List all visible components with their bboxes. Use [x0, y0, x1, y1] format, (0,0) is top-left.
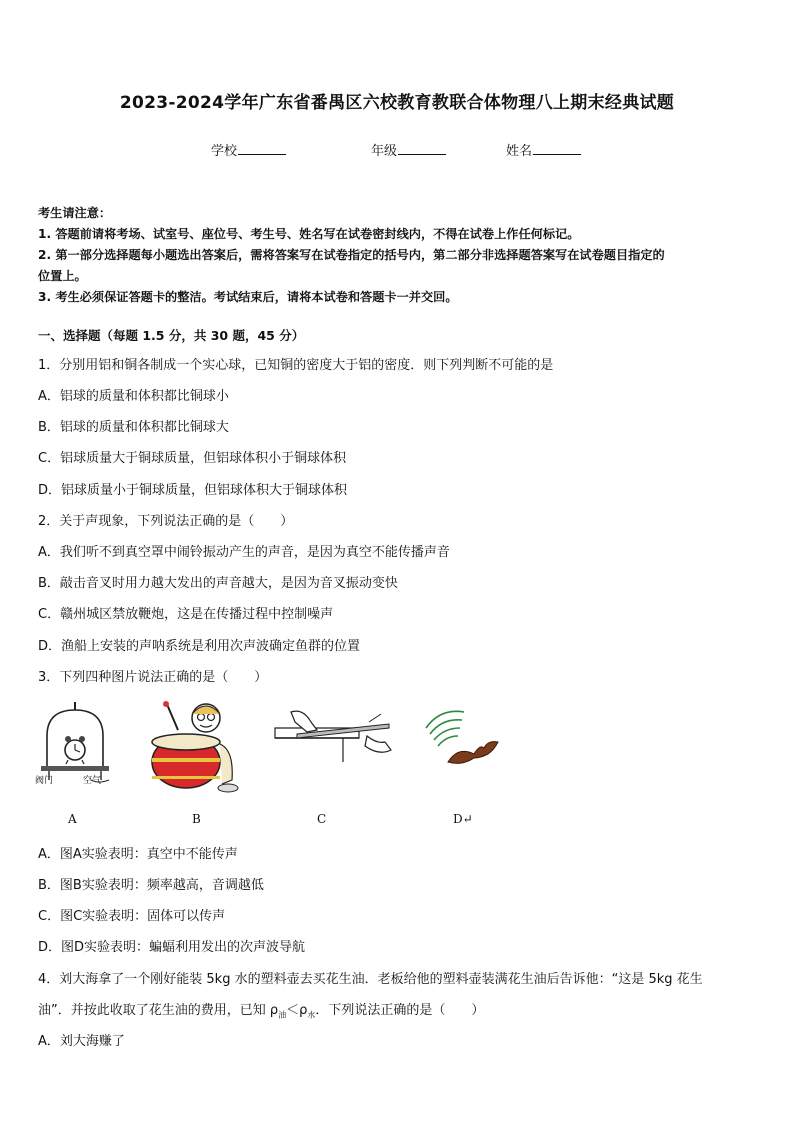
figure-a-valve-label: 阀门 [35, 776, 54, 786]
figure-c-ruler [273, 700, 393, 795]
figure-a-bell-jar [35, 700, 120, 795]
q4-text-a: 油”．并按此收取了花生油的费用，已知 ρ [38, 1003, 279, 1018]
question-2-stem: 2．关于声现象，下列说法正确的是（ ） [38, 514, 294, 529]
figure-b-drum [148, 700, 243, 795]
school-field[interactable] [211, 140, 286, 159]
q4-text-b: ．下列说法正确的是（ ） [315, 1003, 485, 1018]
name-blank[interactable] [533, 141, 581, 155]
rho-oil-subscript: 油 [278, 1010, 287, 1020]
question-3-stem: 3．下列四种图片说法正确的是（ ） [38, 670, 268, 685]
question-2-option-c: C．赣州城区禁放鞭炮，这是在传播过程中控制噪声 [38, 607, 334, 622]
school-blank[interactable] [238, 141, 286, 155]
question-3-figures [30, 700, 530, 825]
student-info-line [0, 140, 794, 160]
grade-label: 年级 [371, 144, 398, 159]
question-1-option-c: C．铝球质量大于铜球质量，但铝球体积小于铜球体积 [38, 451, 347, 466]
page-title: 2023-2024学年广东省番禺区六校教育教联合体物理八上期末经典试题 [119, 93, 675, 113]
figure-a-air-label: 空气 [83, 776, 102, 786]
note-item: 3. 考生必须保证答题卡的整洁。考试结束后，请将本试卷和答题卡一并交回。 [38, 290, 458, 304]
ruler-vibration-icon [273, 700, 393, 795]
note-item: 2. 第一部分选择题每小题选出答案后，需将答案写在试卷指定的括号内，第二部分非选择题答案写在试卷题目指定的 [38, 248, 665, 262]
rho-water-subscript: 水 [307, 1010, 316, 1020]
grade-blank[interactable] [398, 141, 446, 155]
figure-a-label: A [68, 812, 77, 826]
exam-notes [38, 203, 758, 308]
question-1-option-a: A．铝球的质量和体积都比铜球小 [38, 389, 229, 404]
grade-field[interactable] [371, 140, 446, 159]
drummer-icon [148, 700, 243, 795]
bat-icon [418, 700, 513, 795]
name-label: 姓名 [506, 144, 533, 159]
notes-header: 考生请注意： [38, 206, 112, 220]
question-3-option-b: B．图B实验表明：频率越高，音调越低 [38, 878, 264, 893]
figure-d-bat [418, 700, 513, 795]
school-label: 学校 [211, 144, 238, 159]
note-item: 1. 答题前请将考场、试室号、座位号、考生号、姓名写在试卷密封线内，不得在试卷上作任何标记。 [38, 227, 580, 241]
less-than-rho: ＜ρ [286, 1003, 308, 1018]
question-3-option-a: A．图A实验表明：真空中不能传声 [38, 847, 238, 862]
name-field[interactable] [506, 140, 581, 159]
question-4-option-a: A．刘大海赚了 [38, 1034, 125, 1049]
question-4-stem-line-1: 4．刘大海拿了一个刚好能装 5kg 水的塑料壶去买花生油．老板给他的塑料壶装满花生油后告诉他：“这是 5kg 花生 [38, 972, 703, 987]
question-1-option-b: B．铝球的质量和体积都比铜球大 [38, 420, 229, 435]
question-2-option-b: B．敲击音叉时用力越大发出的声音越大，是因为音叉振动变快 [38, 576, 398, 591]
figure-c-label: C [317, 812, 327, 826]
question-1-stem: 1．分别用铝和铜各制成一个实心球，已知铜的密度大于铝的密度．则下列判断不可能的是 [38, 358, 554, 373]
question-3-option-d: D．图D实验表明：蝙蝠利用发出的次声波导航 [38, 940, 306, 955]
question-2-option-d: D．渔船上安装的声呐系统是利用次声波确定鱼群的位置 [38, 639, 361, 654]
note-item: 位置上。 [38, 269, 87, 283]
section-heading: 一、选择题（每题 1.5 分，共 30 题，45 分） [38, 328, 305, 343]
question-2-option-a: A．我们听不到真空罩中闹铃振动产生的声音，是因为真空不能传播声音 [38, 545, 450, 560]
figure-b-label: B [192, 812, 201, 826]
question-3-option-c: C．图C实验表明：固体可以传声 [38, 909, 226, 924]
question-4-stem-line-2 [38, 999, 758, 1021]
question-1-option-d: D．铝球质量小于铜球质量，但铝球体积大于铜球体积 [38, 483, 348, 498]
figure-d-label: D↵ [453, 812, 473, 826]
